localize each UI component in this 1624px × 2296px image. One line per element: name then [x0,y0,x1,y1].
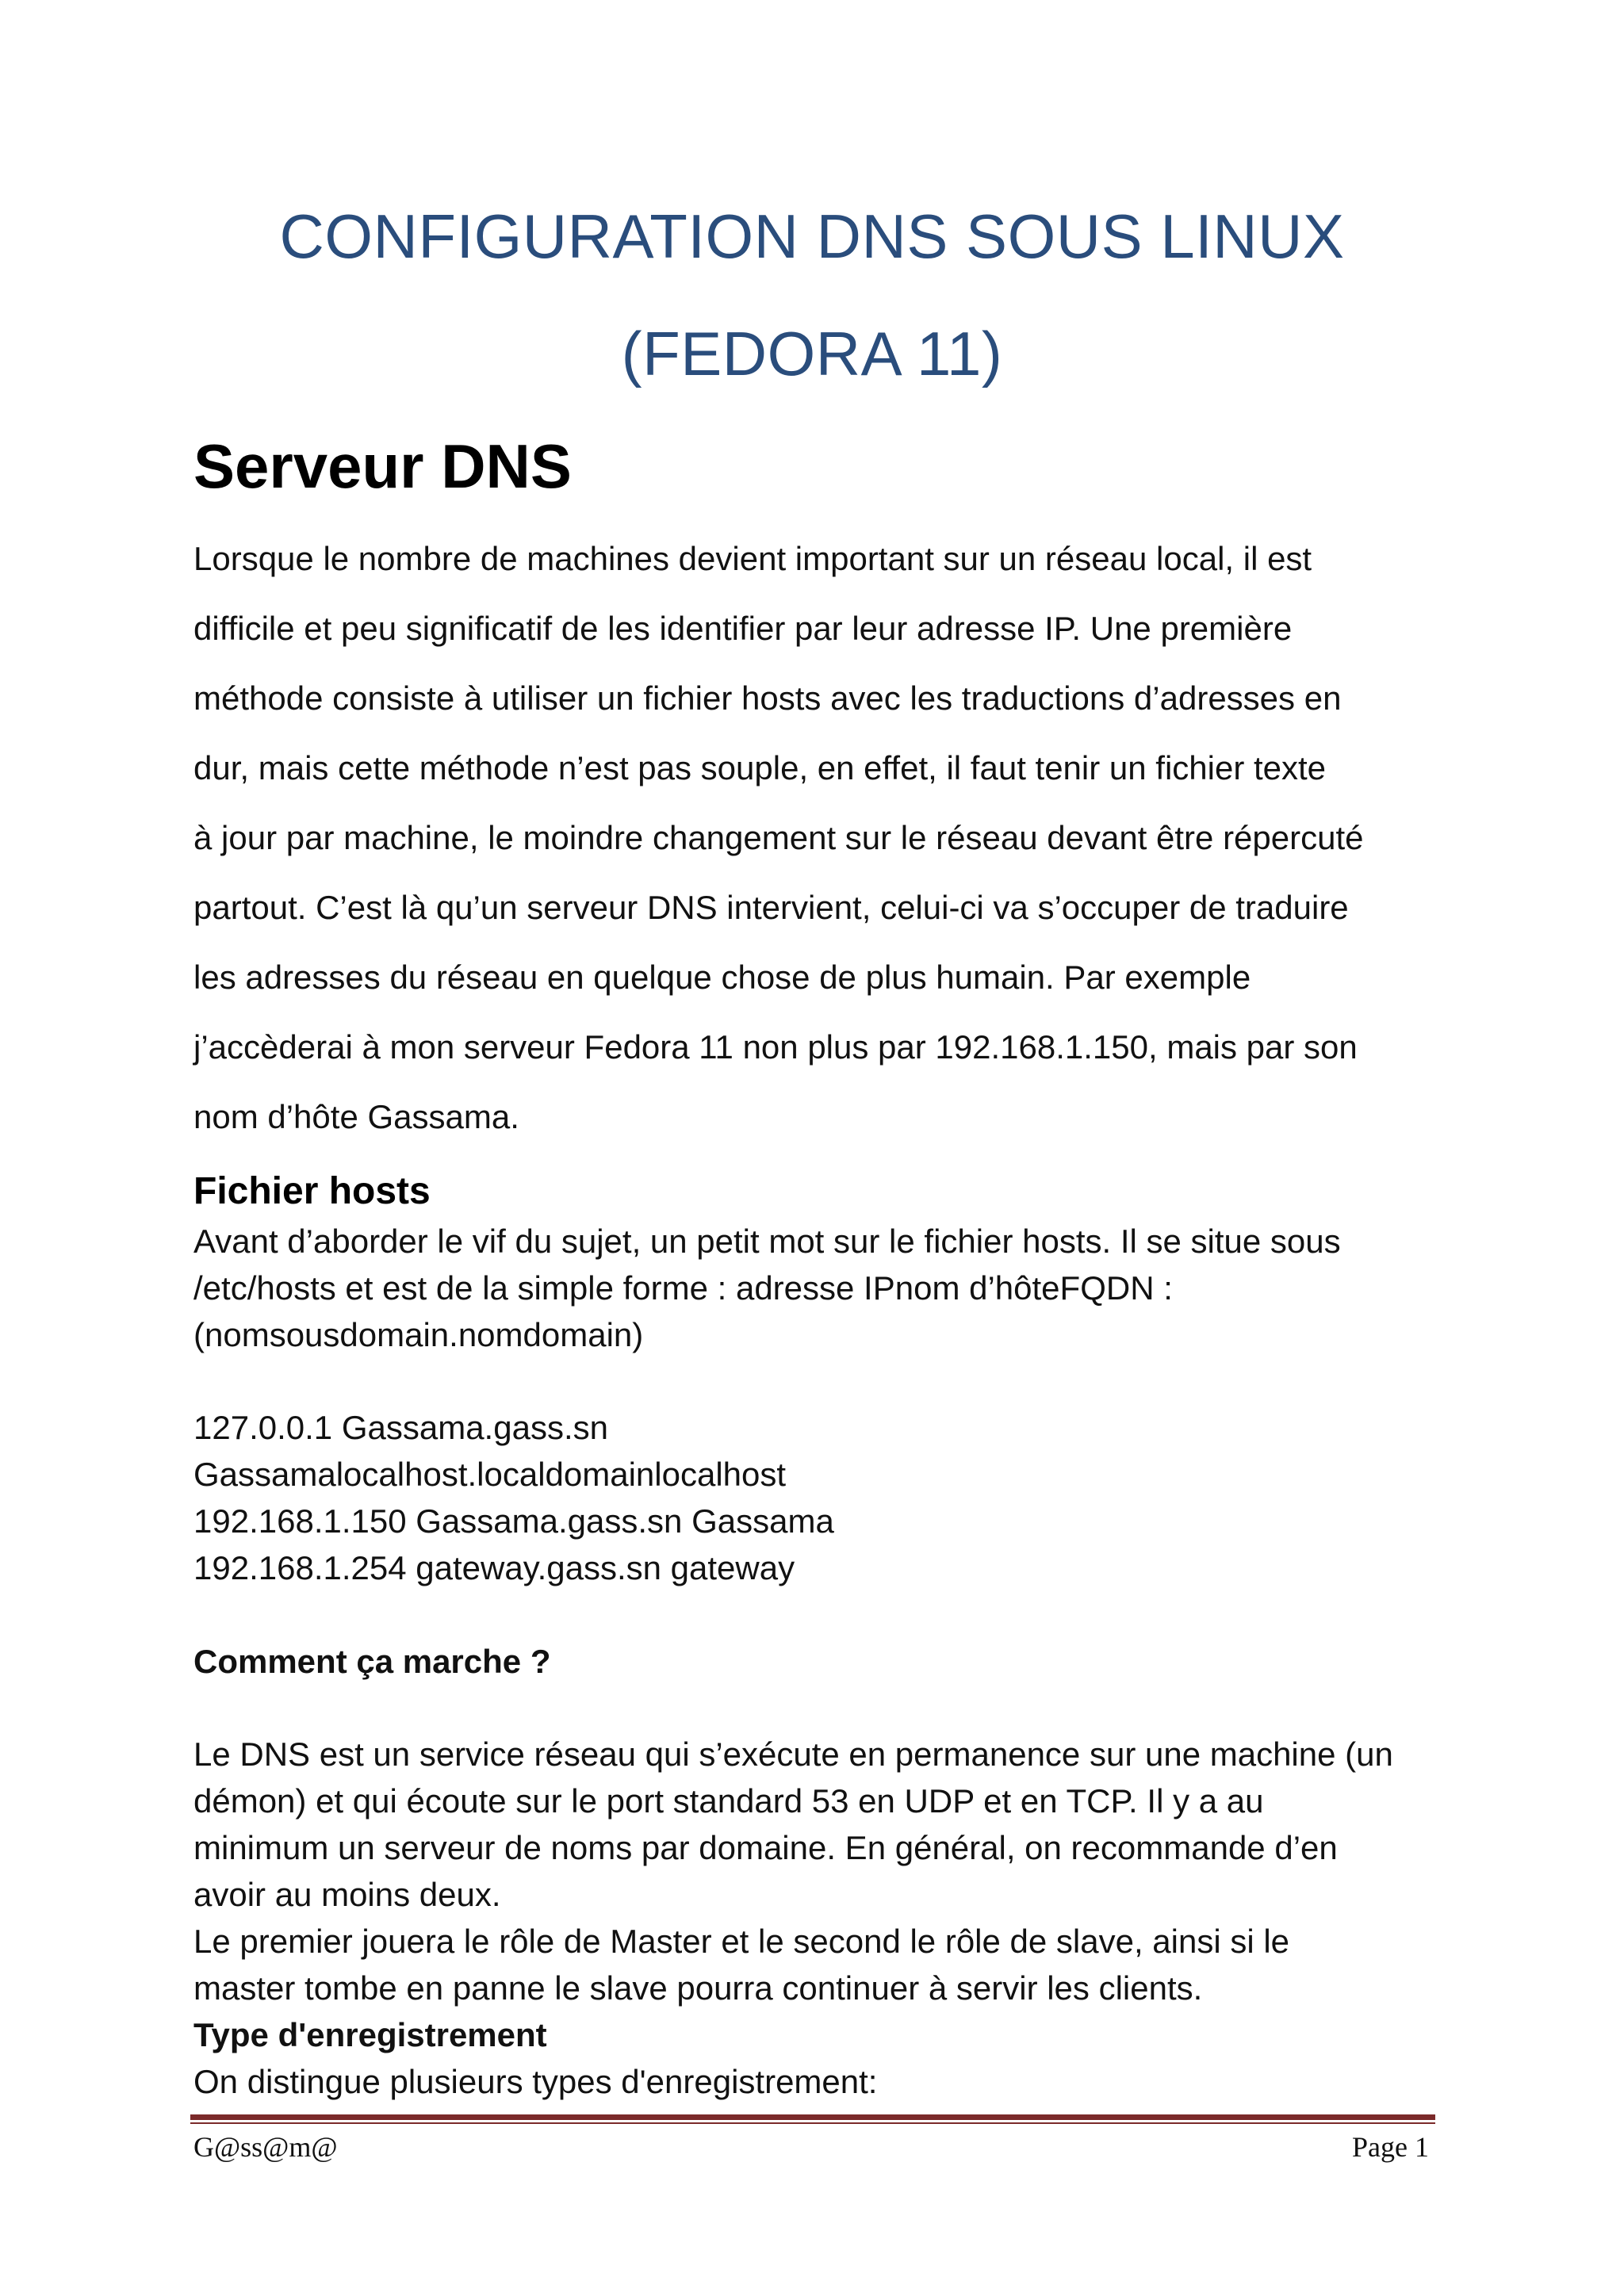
paragraph-line: avoir au moins deux. [193,1876,501,1913]
paragraph-line: les adresses du réseau en quelque chose de plus humain. Par exemple [193,959,1251,996]
section-heading-serveur-dns: Serveur DNS [193,431,572,501]
paragraph-line: /etc/hosts et est de la simple forme : adresse IPnom d’hôteFQDN : [193,1269,1173,1307]
paragraph-line: démon) et qui écoute sur le port standard 53 en UDP et en TCP. Il y a au [193,1782,1264,1820]
footer-divider [190,2114,1435,2120]
paragraph-line: minimum un serveur de noms par domaine. En général, on recommande d’en [193,1829,1338,1866]
paragraph-line: Le DNS est un service réseau qui s’exécute en permanence sur une machine (un [193,1735,1393,1773]
paragraph-line: difficile et peu significatif de les identifier par leur adresse IP. Une première [193,610,1293,647]
document-title-line-2: (FEDORA 11) [621,319,1003,388]
paragraph-line: Avant d’aborder le vif du sujet, un petit mot sur le fichier hosts. Il se situe sous [193,1223,1341,1260]
hosts-entry-line: 127.0.0.1 Gassama.gass.sn [193,1409,608,1446]
section-heading-fichier-hosts: Fichier hosts [193,1170,431,1212]
paragraph-line: méthode consiste à utiliser un fichier hosts avec les traductions d’adresses en [193,679,1342,717]
paragraph-line: j’accèderai à mon serveur Fedora 11 non plus par 192.168.1.150, mais par son [193,1028,1358,1066]
hosts-entry-line: 192.168.1.150 Gassama.gass.sn Gassama [193,1502,834,1540]
footer-divider-thin [190,2122,1435,2124]
hosts-entry-line: 192.168.1.254 gateway.gass.sn gateway [193,1549,795,1586]
hosts-entry-line: Gassamalocalhost.localdomainlocalhost [193,1456,787,1493]
paragraph-line: On distingue plusieurs types d'enregistrement: [193,2063,878,2100]
paragraph-line: (nomsousdomain.nomdomain) [193,1316,644,1353]
paragraph-line: à jour par machine, le moindre changement sur le réseau devant être répercuté [193,819,1364,856]
paragraph-line: Lorsque le nombre de machines devient important sur un réseau local, il est [193,540,1312,577]
document-title-line-1: CONFIGURATION DNS SOUS LINUX [279,201,1345,271]
paragraph-line: Le premier jouera le rôle de Master et le second le rôle de slave, ainsi si le [193,1923,1290,1960]
paragraph-line: nom d’hôte Gassama. [193,1098,519,1135]
subheading-comment-ca-marche: Comment ça marche ? [193,1643,551,1680]
subheading-type-enregistrement: Type d'enregistrement [193,2016,547,2053]
paragraph-line: master tombe en panne le slave pourra continuer à servir les clients. [193,1969,1203,2007]
paragraph-line: dur, mais cette méthode n’est pas souple, en effet, il faut tenir un fichier texte [193,749,1327,786]
footer-author: G@ss@m@ [193,2131,338,2163]
footer-page-number: Page 1 [1352,2131,1429,2163]
paragraph-line: partout. C’est là qu’un serveur DNS intervient, celui-ci va s’occuper de traduire [193,889,1349,926]
